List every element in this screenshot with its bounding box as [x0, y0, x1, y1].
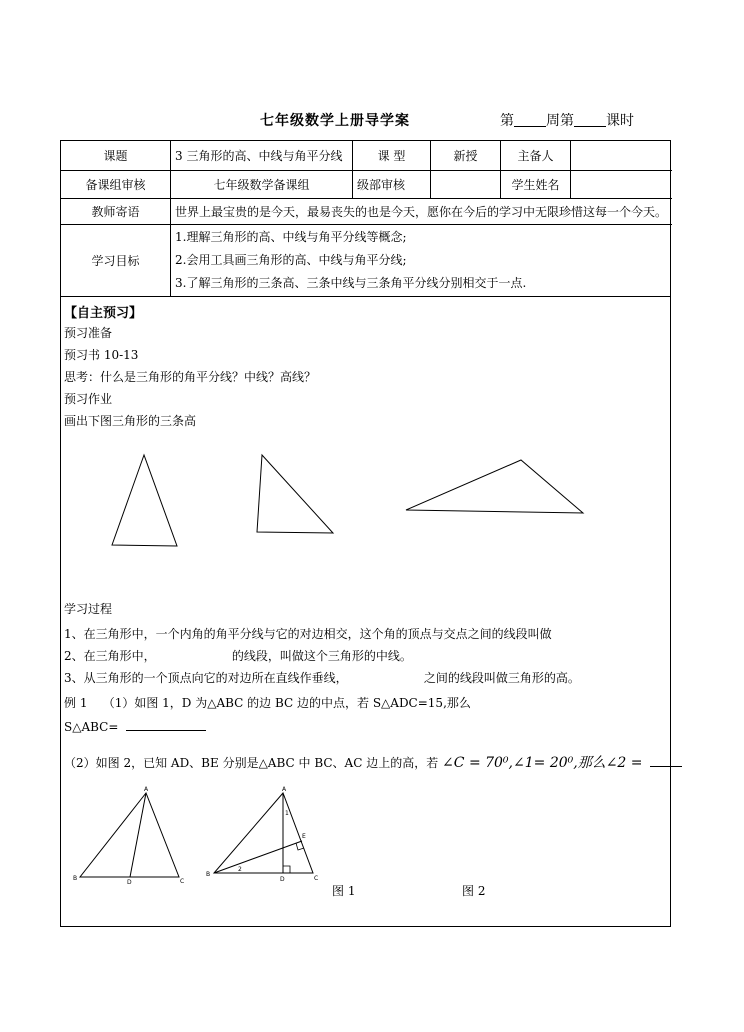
figure-2 — [206, 786, 318, 883]
week-period-line: 第 周第 课时 — [500, 113, 634, 129]
example-1: 例 1 （1）如图 1，D 为△ABC 的边 BC 边的中点，若 S△ADC=15,那么 — [64, 696, 471, 710]
figure-1-caption: 图 1 — [332, 884, 356, 898]
review-group-label: 备课组审核 — [61, 171, 171, 199]
median-AD — [130, 793, 146, 877]
document-title: 七年级数学上册导学案 — [260, 113, 410, 129]
process-heading: 学习过程 — [64, 602, 113, 616]
fig1-label-D: D — [127, 879, 132, 886]
preview-draw: 画出下图三角形的三条高 — [64, 414, 197, 428]
preview-heading: 【自主预习】 — [64, 306, 143, 321]
fig2-label-E: E — [302, 833, 306, 840]
figure-2-caption: 图 2 — [462, 884, 486, 898]
preview-think: 思考：什么是三角形的角平分线？中线？高线？ — [64, 370, 317, 384]
fig1-label-C: C — [180, 878, 185, 885]
review-group-value: 七年级数学备课组 — [171, 171, 353, 199]
goal-item: 3.了解三角形的三条高、三条中线与三条角平分线分别相交于一点. — [175, 276, 527, 290]
owner-label: 主备人 — [501, 141, 571, 171]
teacher-message-value: 世界上最宝贵的是今天，最易丧失的也是今天，愿你在今后的学习中无限珍惜这每一个今天。 — [171, 199, 672, 225]
type-label: 课 型 — [353, 141, 431, 171]
fig1-label-A: A — [144, 786, 149, 793]
goal-item: 1.理解三角形的高、中线与角平分线等概念; — [175, 230, 407, 244]
preview-homework: 预习作业 — [64, 392, 113, 406]
grade-review-label: 级部审核 — [353, 171, 431, 199]
fig1-label-B: B — [73, 875, 78, 882]
student-name-label: 学生姓名 — [501, 171, 571, 199]
learning-goals-label: 学习目标 — [61, 225, 171, 296]
figure-1 — [73, 786, 184, 886]
right-angle-D — [283, 866, 290, 873]
process-item-1: 1、在三角形中，一个内角的角平分线与它的对边相交，这个角的顶点与交点之间的线段叫做 — [64, 627, 552, 641]
type-value: 新授 — [431, 141, 501, 171]
fig2-label-1: 1 — [285, 810, 289, 817]
fig2-label-A: A — [282, 786, 287, 793]
fig2-label-2: 2 — [238, 866, 242, 873]
preview-prep: 预习准备 — [64, 326, 113, 340]
topic-label: 课题 — [61, 141, 171, 171]
fig2-label-C: C — [314, 875, 319, 882]
example-2-condition: ∠C = 70⁰,∠1= 20⁰,那么∠2 = — [442, 755, 643, 771]
teacher-message-label: 教师寄语 — [61, 199, 171, 225]
example-1-answer: S△ABC= — [64, 718, 206, 734]
process-item-2: 2、在三角形中， 的线段，叫做这个三角形的中线。 — [64, 649, 412, 663]
fig2-label-B: B — [206, 871, 211, 878]
goal-item: 2.会用工具画三角形的高、中线与角平分线; — [175, 253, 407, 267]
fig2-label-D: D — [280, 876, 285, 883]
topic-value: 3 三角形的高、中线与角平分线 — [171, 141, 353, 171]
example-2: （2）如图 2，已知 AD、BE 分别是△ABC 中 BC、AC 边上的高，若 ∠C = 70⁰,∠1= 20⁰,那么∠2 = — [64, 752, 682, 772]
preview-book: 预习书 10-13 — [64, 348, 139, 362]
process-item-3: 3、从三角形的一个顶点向它的对边所在直线作垂线， 之间的线段叫做三角形的高。 — [64, 671, 580, 685]
